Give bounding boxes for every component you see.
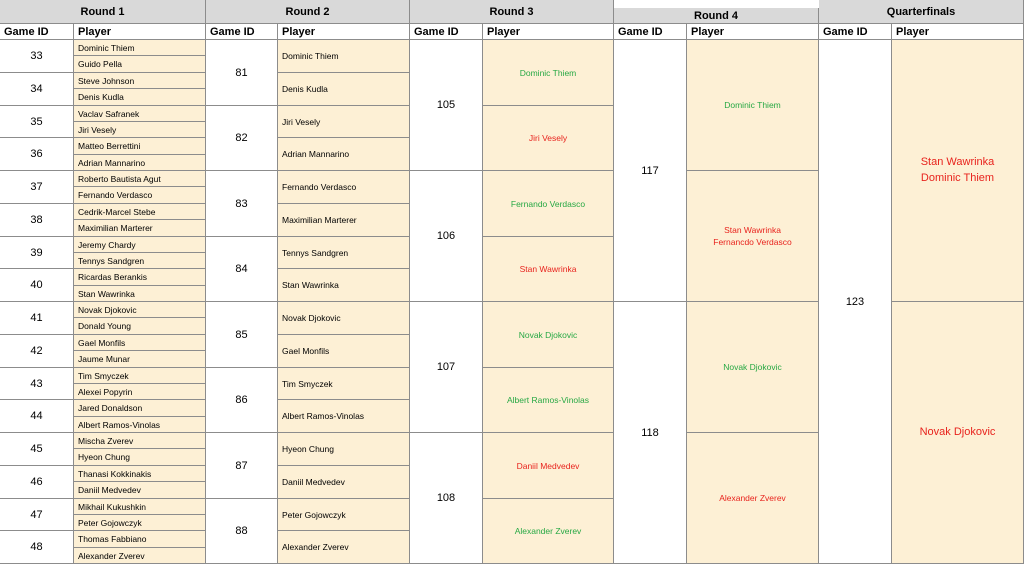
round1-player: Vaclav Safranek (74, 106, 206, 122)
round2-player: Tim Smyczek (278, 368, 410, 400)
round2-game-id: 87 (206, 433, 278, 499)
qf-col-player: Player (892, 24, 1024, 40)
round4-player (687, 40, 819, 171)
round3-player: Stan Wawrinka (483, 237, 614, 302)
round2-player: Novak Djokovic (278, 302, 410, 335)
round1-player: Alexander Zverev (74, 548, 206, 564)
round2-player: Hyeon Chung (278, 433, 410, 466)
round1-player: Dominic Thiem (74, 40, 206, 56)
quarterfinals-player (892, 40, 1024, 302)
round2-player: Albert Ramos-Vinolas (278, 400, 410, 433)
round1-game-id: 38 (0, 204, 74, 237)
round1-game-id: 41 (0, 302, 74, 335)
round1-player: Alexei Popyrin (74, 384, 206, 400)
round2-player: Peter Gojowczyk (278, 499, 410, 531)
round2-player: Maximilian Marterer (278, 204, 410, 237)
round1-game-id: 35 (0, 106, 74, 138)
round2-player: Dominic Thiem (278, 40, 410, 73)
round4-player (687, 302, 819, 433)
round2-game-id: 85 (206, 302, 278, 368)
round4-game-id: 118 (614, 302, 687, 564)
round1-player: Jeremy Chardy (74, 237, 206, 253)
round2-game-id: 82 (206, 106, 278, 171)
round1-game-id: 36 (0, 138, 74, 171)
round1-player: Tim Smyczek (74, 368, 206, 384)
round1-player: Hyeon Chung (74, 449, 206, 466)
round1-player: Thanasi Kokkinakis (74, 466, 206, 482)
round1-game-id: 47 (0, 499, 74, 531)
round1-player: Roberto Bautista Agut (74, 171, 206, 187)
round2-player: Stan Wawrinka (278, 269, 410, 302)
round1-player: Thomas Fabbiano (74, 531, 206, 548)
round1-game-id: 34 (0, 73, 74, 106)
round1-player: Guido Pella (74, 56, 206, 73)
round1-player: Mikhail Kukushkin (74, 499, 206, 515)
round1-player: Maximilian Marterer (74, 220, 206, 237)
round4-player (687, 171, 819, 302)
round1-player: Donald Young (74, 318, 206, 335)
round2-game-id: 88 (206, 499, 278, 564)
round1-player: Jared Donaldson (74, 400, 206, 417)
round1-player: Ricardas Berankis (74, 269, 206, 286)
round2-player: Jiri Vesely (278, 106, 410, 138)
round1-game-id: 46 (0, 466, 74, 499)
round4-player-name: Novak Djokovic (723, 361, 782, 372)
quarterfinals-player-name: Novak Djokovic (919, 425, 996, 438)
round3-player: Daniil Medvedev (483, 433, 614, 499)
round2-player: Adrian Mannarino (278, 138, 410, 171)
round1-player: Denis Kudla (74, 89, 206, 106)
r1-col-player: Player (74, 24, 206, 40)
round3-player: Novak Djokovic (483, 302, 614, 368)
round-3-header: Round 3 (410, 0, 614, 24)
round1-game-id: 39 (0, 237, 74, 269)
round3-player: Albert Ramos-Vinolas (483, 368, 614, 433)
round2-game-id: 84 (206, 237, 278, 302)
round2-player: Daniil Medvedev (278, 466, 410, 499)
round4-player-name-second: Fernancdo Verdasco (713, 237, 792, 247)
quarterfinals-player-name-second: Dominic Thiem (920, 171, 995, 184)
round1-player: Adrian Mannarino (74, 155, 206, 171)
round2-player: Denis Kudla (278, 73, 410, 106)
round4-player (687, 433, 819, 564)
round2-game-id: 83 (206, 171, 278, 237)
r4-col-game-id: Game ID (614, 24, 687, 40)
round1-player: Novak Djokovic (74, 302, 206, 318)
round4-player-name: Stan Wawrinka (724, 224, 781, 235)
round1-player: Daniil Medvedev (74, 482, 206, 499)
round4-game-id: 117 (614, 40, 687, 302)
round1-player: Jaume Munar (74, 351, 206, 368)
quarterfinals-game-id: 123 (819, 40, 892, 564)
round-4-header: Round 4 (614, 8, 819, 24)
qf-col-game-id: Game ID (819, 24, 892, 40)
round3-player: Dominic Thiem (483, 40, 614, 106)
round1-player: Tennys Sandgren (74, 253, 206, 269)
round1-player: Matteo Berrettini (74, 138, 206, 155)
round2-player: Fernando Verdasco (278, 171, 410, 204)
r3-col-player: Player (483, 24, 614, 40)
round3-game-id: 106 (410, 171, 483, 302)
round1-player: Fernando Verdasco (74, 187, 206, 204)
r4-col-player: Player (687, 24, 819, 40)
round1-game-id: 45 (0, 433, 74, 466)
round1-game-id: 42 (0, 335, 74, 368)
round1-player: Mischa Zverev (74, 433, 206, 449)
round3-player: Fernando Verdasco (483, 171, 614, 237)
round1-player: Steve Johnson (74, 73, 206, 89)
round3-game-id: 105 (410, 40, 483, 171)
r2-col-player: Player (278, 24, 410, 40)
round2-game-id: 86 (206, 368, 278, 433)
round1-player: Stan Wawrinka (74, 286, 206, 302)
round3-game-id: 108 (410, 433, 483, 564)
round2-player: Gael Monfils (278, 335, 410, 368)
round-2-header: Round 2 (206, 0, 410, 24)
round1-game-id: 40 (0, 269, 74, 302)
round1-player: Gael Monfils (74, 335, 206, 351)
round-4-header-blank (614, 0, 819, 8)
round1-game-id: 48 (0, 531, 74, 564)
round2-game-id: 81 (206, 40, 278, 106)
r3-col-game-id: Game ID (410, 24, 483, 40)
round4-player-name: Alexander Zverev (719, 492, 786, 503)
round3-player: Alexander Zverev (483, 499, 614, 564)
quarterfinals-player-name: Stan Wawrinka (920, 155, 995, 168)
round1-game-id: 37 (0, 171, 74, 204)
round1-player: Cedrik-Marcel Stebe (74, 204, 206, 220)
round1-player: Jiri Vesely (74, 122, 206, 138)
round4-player-name: Dominic Thiem (724, 99, 781, 110)
quarterfinals-player (892, 302, 1024, 564)
round1-game-id: 44 (0, 400, 74, 433)
round3-game-id: 107 (410, 302, 483, 433)
round1-player: Albert Ramos-Vinolas (74, 417, 206, 433)
round1-game-id: 43 (0, 368, 74, 400)
round3-player: Jiri Vesely (483, 106, 614, 171)
round2-player: Tennys Sandgren (278, 237, 410, 269)
round1-player: Peter Gojowczyk (74, 515, 206, 531)
round1-game-id: 33 (0, 40, 74, 73)
quarterfinals-header: Quarterfinals (819, 0, 1024, 24)
round-1-header: Round 1 (0, 0, 206, 24)
r2-col-game-id: Game ID (206, 24, 278, 40)
r1-col-game-id: Game ID (0, 24, 74, 40)
round2-player: Alexander Zverev (278, 531, 410, 564)
